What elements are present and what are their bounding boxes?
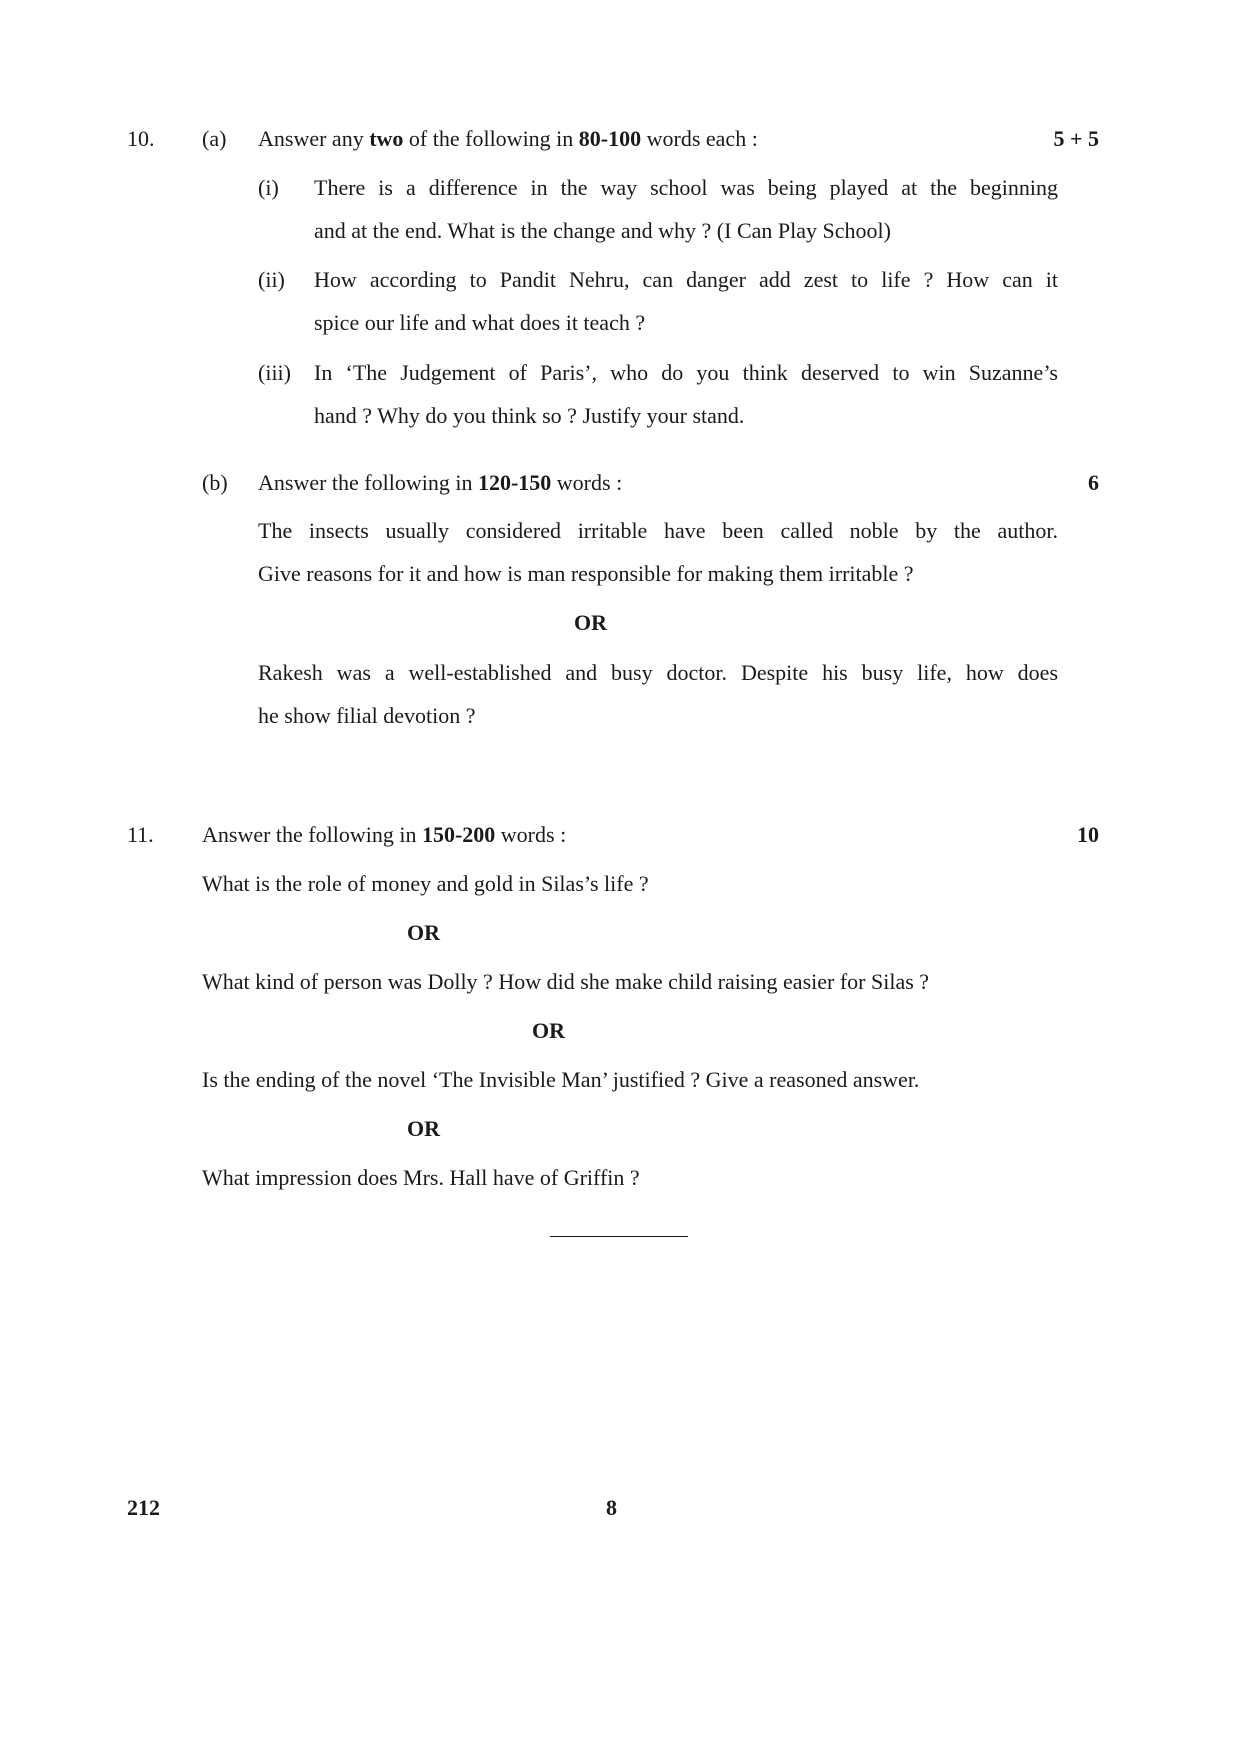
question-10b-instruction xyxy=(258,470,622,496)
question-11-option3: Is the ending of the novel ‘The Invisible Man’ justified ? Give a reasoned answer. xyxy=(202,1067,920,1092)
or-separator: OR xyxy=(407,920,440,945)
question-10b-option1-line2: Give reasons for it and how is man responsible for making them irritable ? xyxy=(258,561,914,586)
instruction-word-range: 80-100 xyxy=(578,126,642,151)
paper-code: 212 xyxy=(127,1495,160,1520)
instruction-text: of the following in xyxy=(403,126,579,151)
question-11-option1: What is the role of money and gold in Silas’s life ? xyxy=(202,871,649,896)
instruction-word-range: 120-150 xyxy=(477,470,552,495)
question-11-option2: What kind of person was Dolly ? How did she make child raising easier for Silas ? xyxy=(202,969,930,994)
question-10b-marks: 6 xyxy=(1088,470,1099,495)
page-number: 8 xyxy=(606,1495,617,1520)
item-iii-number: (iii) xyxy=(258,360,291,385)
instruction-word-range: 150-200 xyxy=(421,822,496,847)
item-ii-line1: How according to Pandit Nehru, can danger add zest to life ? How can it xyxy=(314,267,1058,292)
instruction-text: words each : xyxy=(641,126,758,151)
item-ii-line2: spice our life and what does it teach ? xyxy=(314,310,646,335)
question-10a-instruction xyxy=(258,126,758,152)
question-10a-marks: 5 + 5 xyxy=(1053,126,1099,151)
item-i-number: (i) xyxy=(258,175,279,200)
question-10b-option2-line1: Rakesh was a well-established and busy doctor. Despite his busy life, how does xyxy=(258,660,1058,685)
item-i-line1: There is a difference in the way school was being played at the beginning xyxy=(314,175,1058,200)
question-11-instruction xyxy=(202,822,566,848)
instruction-text: Answer any xyxy=(258,126,370,151)
item-ii-number: (ii) xyxy=(258,267,285,292)
question-11-marks: 10 xyxy=(1077,822,1099,847)
question-10-number: 10. xyxy=(127,126,155,151)
item-iii-line2: hand ? Why do you think so ? Justify your stand. xyxy=(314,403,745,428)
or-separator: OR xyxy=(532,1018,565,1043)
or-separator: OR xyxy=(407,1116,440,1141)
instruction-text: words : xyxy=(551,470,623,495)
instruction-text: words : xyxy=(495,822,567,847)
end-rule xyxy=(550,1236,688,1237)
question-10b-option1-line1: The insects usually considered irritable have been called noble by the author. xyxy=(258,518,1058,543)
question-11-option4: What impression does Mrs. Hall have of Griffin ? xyxy=(202,1165,640,1190)
question-11-number: 11. xyxy=(127,822,154,847)
question-10a-label: (a) xyxy=(202,126,227,151)
item-i-line2: and at the end. What is the change and why ? (I Can Play School) xyxy=(314,218,891,243)
instruction-bold: two xyxy=(369,126,404,151)
instruction-text: Answer the following in xyxy=(202,822,422,847)
item-iii-line1: In ‘The Judgement of Paris’, who do you think deserved to win Suzanne’s xyxy=(314,360,1058,385)
question-10b-option2-line2: he show filial devotion ? xyxy=(258,703,476,728)
instruction-text: Answer the following in xyxy=(258,470,478,495)
question-10b-label: (b) xyxy=(202,470,228,495)
or-separator: OR xyxy=(574,610,607,635)
